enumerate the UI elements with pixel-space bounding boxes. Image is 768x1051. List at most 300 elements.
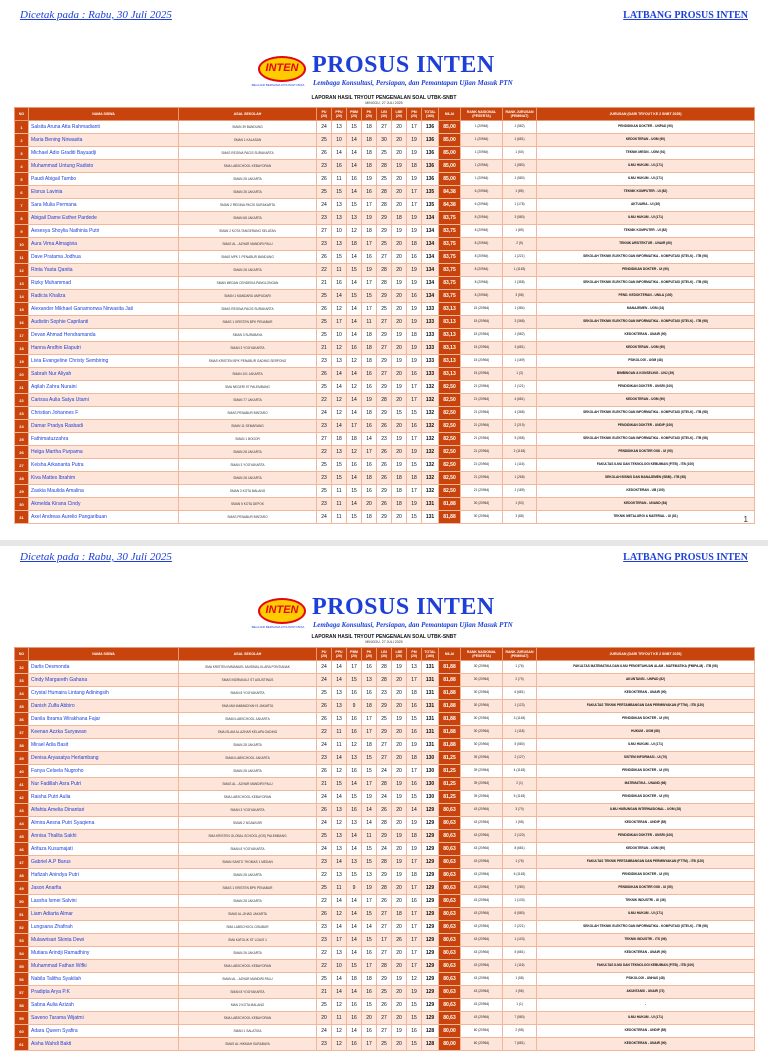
subtest-score: 28 — [377, 817, 392, 830]
major-rank: 1 (58) — [503, 973, 537, 986]
subtest-score: 18 — [407, 752, 422, 765]
total-score: 131 — [422, 700, 439, 713]
final-score: 80,00 — [439, 1038, 461, 1051]
brand-name-2: PROSUS INTEN — [312, 594, 495, 620]
final-score: 85,00 — [439, 173, 461, 186]
subtest-score: 14 — [347, 895, 362, 908]
subtest-score: 19 — [407, 134, 422, 147]
subtest-score: 15 — [362, 843, 377, 856]
school-name: SMAN 2 REGINA PACIS SURAKARTA — [179, 199, 317, 212]
total-score: 130 — [422, 791, 439, 804]
subtest-score: 16 — [407, 251, 422, 264]
table-row — [15, 160, 755, 173]
subtest-score: 19 — [407, 225, 422, 238]
subtest-score: 13 — [347, 817, 362, 830]
subtest-score: 28 — [377, 778, 392, 791]
subtest-score: 11 — [332, 485, 347, 498]
subtest-score: 13 — [362, 674, 377, 687]
subtest-score: 27 — [377, 1025, 392, 1038]
subtest-score: 11 — [332, 173, 347, 186]
total-score: 129 — [422, 895, 439, 908]
final-score: 81,25 — [439, 791, 461, 804]
final-score: 80,63 — [439, 830, 461, 843]
subtest-score: 17 — [407, 908, 422, 921]
school-name: SMAN 5 KOTA DEPOK — [179, 498, 317, 511]
subtest-score: 25 — [317, 381, 332, 394]
target-major: PENDIDIKAN DOKTER - UI (90) — [537, 869, 755, 882]
subtest-score: 14 — [347, 986, 362, 999]
subtest-score: 18 — [362, 134, 377, 147]
table-row — [15, 511, 755, 524]
subtest-score: 27 — [377, 739, 392, 752]
target-major: - — [537, 999, 755, 1012]
target-major: TEKNIK METALURGI & MATERIAL - UI (81) — [537, 511, 755, 524]
subtest-score: 19 — [362, 173, 377, 186]
subtest-score: 15 — [362, 999, 377, 1012]
subtest-score: 27 — [377, 908, 392, 921]
col-header-pm: PM (20) — [407, 648, 422, 661]
student-name: Gabriel A.P Barus — [29, 856, 179, 869]
row-number: 34 — [15, 687, 29, 700]
school-name: SMAN 39 BANDUNG — [179, 121, 317, 134]
subtest-score: 28 — [377, 394, 392, 407]
subtest-score: 13 — [332, 121, 347, 134]
target-major: PENDIDIKAN DOKTER - UI (90) — [537, 264, 755, 277]
school-name: SMA LABSCHOOL KEBAYORAN — [179, 791, 317, 804]
school-name: SMAN MEDAN CENDEKIA PANGLONGAN — [179, 277, 317, 290]
subtest-score: 15 — [347, 674, 362, 687]
total-score: 129 — [422, 999, 439, 1012]
subtest-score: 29 — [377, 973, 392, 986]
final-score: 83,13 — [439, 303, 461, 316]
total-score: 133 — [422, 316, 439, 329]
subtest-score: 26 — [377, 446, 392, 459]
student-name: Mulawrisari Skinta Dewi — [29, 934, 179, 947]
target-major: PSIKOLOGI - UGM (48) — [537, 355, 755, 368]
final-score: 82,50 — [439, 381, 461, 394]
school-name: SMAS PENABUR BINTARO — [179, 511, 317, 524]
student-name: Pradipta Arya P.K — [29, 986, 179, 999]
table-row — [15, 459, 755, 472]
table-row — [15, 368, 755, 381]
subtest-score: 26 — [317, 713, 332, 726]
total-score: 129 — [422, 817, 439, 830]
table-row — [15, 921, 755, 934]
subtest-score: 18 — [392, 498, 407, 511]
total-score: 132 — [422, 485, 439, 498]
target-major: SEKOLAH TEKNIK ELEKTRO DAN INFORMATIKA - KOMPUTASI (STEI-K) - ITB (98) — [537, 407, 755, 420]
national-rank: 15 (20964) — [461, 342, 503, 355]
total-score: 131 — [422, 687, 439, 700]
subtest-score: 14 — [332, 147, 347, 160]
subtest-score: 23 — [317, 934, 332, 947]
subtest-score: 16 — [362, 1025, 377, 1038]
major-rank: 7 (681) — [503, 1038, 537, 1051]
student-name: Liam Adiarta Almar — [29, 908, 179, 921]
page-header — [0, 0, 768, 28]
subtest-score: 11 — [362, 830, 377, 843]
subtest-score: 12 — [332, 765, 347, 778]
table-row — [15, 186, 755, 199]
row-number: 1 — [15, 121, 29, 134]
student-name: Aesesya Shoylia Nathinia Putri — [29, 225, 179, 238]
target-major: SEKOLAH TEKNIK ELEKTRO DAN INFORMATIKA - KOMPUTASI (STEI-K) - ITB (98) — [537, 921, 755, 934]
target-major: FAKULTAS ILMU DAN TEKNOLOGI KEBUMIAN (FITB) - ITB (100) — [537, 459, 755, 472]
final-score: 80,63 — [439, 960, 461, 973]
subtest-score: 14 — [347, 921, 362, 934]
national-rank: 15 (20964) — [461, 303, 503, 316]
row-number: 4 — [15, 160, 29, 173]
major-rank: 3 (70) — [503, 804, 537, 817]
school-name: SMAN 3 YOGYAKARTA — [179, 342, 317, 355]
row-number: 32 — [15, 661, 29, 674]
final-score: 80,63 — [439, 804, 461, 817]
subtest-score: 20 — [392, 121, 407, 134]
final-score: 83,13 — [439, 355, 461, 368]
national-rank: 21 (20964) — [461, 485, 503, 498]
student-name: Audistin Sophie Caprilanti — [29, 316, 179, 329]
subtest-score: 24 — [317, 674, 332, 687]
major-rank: 1 (681) — [503, 134, 537, 147]
subtest-score: 20 — [392, 134, 407, 147]
school-name: SMA ISLAM AL AZHAR KELAPA GADING — [179, 726, 317, 739]
subtest-score: 21 — [317, 986, 332, 999]
total-score: 130 — [422, 752, 439, 765]
subtest-score: 13 — [332, 804, 347, 817]
subtest-score: 15 — [407, 407, 422, 420]
subtest-score: 29 — [377, 700, 392, 713]
subtest-score: 20 — [392, 804, 407, 817]
subtest-score: 20 — [362, 498, 377, 511]
final-score: 80,63 — [439, 986, 461, 999]
subtest-score: 27 — [377, 368, 392, 381]
major-rank: 1 (3) — [503, 368, 537, 381]
total-score: 129 — [422, 934, 439, 947]
final-score: 80,63 — [439, 999, 461, 1012]
final-score: 82,50 — [439, 472, 461, 485]
subtest-score: 17 — [407, 947, 422, 960]
major-rank: 2 (5) — [503, 238, 537, 251]
row-number: 24 — [15, 420, 29, 433]
subtest-score: 25 — [317, 316, 332, 329]
subtest-score: 24 — [377, 843, 392, 856]
subtest-score: 17 — [347, 420, 362, 433]
school-name: SMAN AL - AZHAR MANDIRI PALU — [179, 973, 317, 986]
table-row — [15, 934, 755, 947]
subtest-score: 26 — [317, 251, 332, 264]
subtest-score: 14 — [332, 856, 347, 869]
subtest-score: 19 — [407, 264, 422, 277]
student-name: Nur Fadillah Asra Putri — [29, 778, 179, 791]
subtest-score: 19 — [392, 433, 407, 446]
subtest-score: 22 — [317, 446, 332, 459]
total-score: 136 — [422, 160, 439, 173]
table-row — [15, 882, 755, 895]
student-name: Aqilah Zahra Nuraini — [29, 381, 179, 394]
subtest-score: 18 — [407, 238, 422, 251]
subtest-score: 23 — [317, 472, 332, 485]
brand-header-2 — [0, 594, 768, 636]
major-rank: 5 (1163) — [503, 791, 537, 804]
major-rank: 3 (580) — [503, 212, 537, 225]
target-major: PENDIDIKAN DOKTER - UI (90) — [537, 791, 755, 804]
total-score: 132 — [422, 407, 439, 420]
subtest-score: 19 — [392, 830, 407, 843]
row-number: 41 — [15, 778, 29, 791]
subtest-score: 28 — [377, 264, 392, 277]
subtest-score: 19 — [392, 225, 407, 238]
brand-tagline-2: Lembaga Konsultasi, Persiapan, dan Pemantapan Ujian Masuk PTN — [313, 621, 513, 629]
national-rank: 15 (20964) — [461, 329, 503, 342]
national-rank: 1 (20964) — [461, 160, 503, 173]
target-major: KEDOKTERAN - UGM (90) — [537, 134, 755, 147]
national-rank: 30 (20964) — [461, 674, 503, 687]
printed-date-link-2[interactable]: Dicetak pada : Rabu, 30 Juli 2025 — [20, 551, 172, 563]
subtest-score: 16 — [347, 765, 362, 778]
subtest-score: 29 — [377, 225, 392, 238]
brand-link-2[interactable]: LATBANG PROSUS INTEN — [623, 552, 748, 563]
table-row — [15, 908, 755, 921]
total-score: 129 — [422, 973, 439, 986]
major-rank: 3 (88) — [503, 511, 537, 524]
target-major: FAKULTAS TEKNIK PERTAMBANGAN DAN PERMINYAKAN (FTTM) - ITB (120) — [537, 856, 755, 869]
row-number: 19 — [15, 355, 29, 368]
table-row — [15, 804, 755, 817]
school-name: SMAN 3 KOTA MALANG — [179, 485, 317, 498]
row-number: 43 — [15, 804, 29, 817]
subtest-score: 21 — [317, 778, 332, 791]
subtest-score: 10 — [332, 225, 347, 238]
subtest-score: 24 — [317, 661, 332, 674]
major-rank: 7 (280) — [503, 882, 537, 895]
subtest-score: 23 — [317, 498, 332, 511]
subtest-score: 17 — [362, 199, 377, 212]
final-score: 82,50 — [439, 394, 461, 407]
subtest-score: 12 — [407, 973, 422, 986]
student-name: Zaskia Maulida Amalina — [29, 485, 179, 498]
total-score: 132 — [422, 472, 439, 485]
total-score: 132 — [422, 381, 439, 394]
subtest-score: 29 — [377, 355, 392, 368]
subtest-score: 15 — [347, 960, 362, 973]
student-name: Abigail Dame Esther Pardede — [29, 212, 179, 225]
table-row — [15, 290, 755, 303]
subtest-score: 26 — [377, 999, 392, 1012]
col-header-name: NAMA SISWA — [29, 648, 179, 661]
subtest-score: 15 — [392, 407, 407, 420]
national-rank: 8 (20964) — [461, 277, 503, 290]
subtest-score: 19 — [362, 882, 377, 895]
subtest-score: 25 — [317, 882, 332, 895]
subtest-score: 18 — [392, 472, 407, 485]
student-name: Mirael Adia Basit — [29, 739, 179, 752]
subtest-score: 29 — [377, 830, 392, 843]
subtest-score: 14 — [347, 498, 362, 511]
subtest-score: 20 — [392, 316, 407, 329]
subtest-score: 16 — [362, 459, 377, 472]
subtest-score: 14 — [332, 752, 347, 765]
target-major: TEKNIK ARSITEKTUR - UNAIR (60) — [537, 238, 755, 251]
total-score: 133 — [422, 329, 439, 342]
total-score: 131 — [422, 661, 439, 674]
subtest-score: 18 — [407, 160, 422, 173]
school-name: SMA KRISTEN GLOBAL SCHOOL (IGS) PALEMBANG — [179, 830, 317, 843]
subtest-score: 14 — [347, 472, 362, 485]
subtest-score: 14 — [332, 420, 347, 433]
target-major: ILMU HUKUM - UI (171) — [537, 212, 755, 225]
row-number: 23 — [15, 407, 29, 420]
student-name: Sabrah Nur Aliyah — [29, 368, 179, 381]
subtest-score: 28 — [377, 856, 392, 869]
target-major: ILMU HUKUM - UI (171) — [537, 173, 755, 186]
major-rank: 2 (219) — [503, 420, 537, 433]
subtest-score: 19 — [392, 778, 407, 791]
school-name: SMAN 2 KOTA TANGERANG SELATAN — [179, 225, 317, 238]
subtest-score: 23 — [317, 1038, 332, 1051]
row-number: 27 — [15, 459, 29, 472]
final-score: 80,63 — [439, 973, 461, 986]
subtest-score: 26 — [317, 368, 332, 381]
national-rank: 43 (20964) — [461, 817, 503, 830]
subtest-score: 20 — [392, 765, 407, 778]
school-name: MAN 2 KOTA MALANG — [179, 999, 317, 1012]
subtest-score: 15 — [362, 856, 377, 869]
subtest-score: 14 — [347, 147, 362, 160]
subtest-score: 16 — [362, 947, 377, 960]
table-row — [15, 173, 755, 186]
table-row — [15, 498, 755, 511]
table-row — [15, 973, 755, 986]
subtest-score: 16 — [362, 251, 377, 264]
national-rank: 30 (20964) — [461, 700, 503, 713]
subtest-score: 20 — [392, 511, 407, 524]
subtest-score: 14 — [347, 947, 362, 960]
subtest-score: 14 — [332, 921, 347, 934]
row-number: 35 — [15, 700, 29, 713]
subtest-score: 20 — [392, 960, 407, 973]
school-name: SMAN 1 KALASAN — [179, 134, 317, 147]
student-name: Mutiara Arindji Ramadhiny — [29, 947, 179, 960]
subtest-score: 23 — [317, 212, 332, 225]
col-header-rank-major: RANK JURUSAN (PEMINAT) — [503, 108, 537, 121]
subtest-score: 25 — [317, 329, 332, 342]
final-score: 80,00 — [439, 1025, 461, 1038]
brand-link[interactable]: LATBANG PROSUS INTEN — [623, 10, 748, 21]
subtest-score: 28 — [377, 960, 392, 973]
row-number: 55 — [15, 960, 29, 973]
subtest-score: 20 — [392, 238, 407, 251]
table-row — [15, 199, 755, 212]
subtest-score: 17 — [407, 921, 422, 934]
target-major: PENDIDIKAN DOKTER - UNPAD (90) — [537, 121, 755, 134]
student-name: Muhammad Untung Radisto — [29, 160, 179, 173]
table-row — [15, 394, 755, 407]
col-header-pk: PK (20) — [362, 648, 377, 661]
subtest-score: 16 — [347, 713, 362, 726]
national-rank: 21 (20964) — [461, 472, 503, 485]
subtest-score: 14 — [347, 934, 362, 947]
major-rank: 5 (580) — [503, 739, 537, 752]
subtest-score: 13 — [347, 752, 362, 765]
final-score: 81,88 — [439, 674, 461, 687]
row-number: 44 — [15, 817, 29, 830]
target-major: MATEMATIKA - UNAND (66) — [537, 778, 755, 791]
major-rank: 5 (358) — [503, 433, 537, 446]
subtest-score: 23 — [317, 160, 332, 173]
subtest-score: 16 — [347, 804, 362, 817]
subtest-score: 16 — [407, 420, 422, 433]
subtest-score: 26 — [317, 147, 332, 160]
subtest-score: 29 — [377, 511, 392, 524]
subtest-score: 26 — [392, 934, 407, 947]
subtest-score: 17 — [377, 934, 392, 947]
student-name: Dave Pratama Jodhua — [29, 251, 179, 264]
target-major: ILMU HUBUNGAN INTERNASIONAL - UGM (28) — [537, 804, 755, 817]
national-rank: 30 (20964) — [461, 713, 503, 726]
subtest-score: 12 — [332, 303, 347, 316]
subtest-score: 22 — [317, 726, 332, 739]
school-name: SMAN 28 JAKARTA — [179, 264, 317, 277]
subtest-score: 11 — [332, 739, 347, 752]
total-score: 132 — [422, 433, 439, 446]
table-row — [15, 420, 755, 433]
school-name: SMAS KRISTEN BPK PENABUR GADING SERPONG — [179, 355, 317, 368]
col-header-major: JURUSAN (DARI TRYOUT KE 2 SNBT 2025) — [537, 108, 755, 121]
subtest-score: 29 — [377, 212, 392, 225]
total-score: 136 — [422, 147, 439, 160]
table-body-page-1 — [15, 121, 755, 524]
row-number: 28 — [15, 472, 29, 485]
student-name: Carissa Aulia Satya Utami — [29, 394, 179, 407]
subtest-score: 12 — [332, 999, 347, 1012]
subtest-score: 26 — [317, 765, 332, 778]
final-score: 82,50 — [439, 459, 461, 472]
student-name: Akmelda Kirana Cindy — [29, 498, 179, 511]
subtest-score: 19 — [407, 147, 422, 160]
subtest-score: 25 — [377, 173, 392, 186]
printed-date-link[interactable]: Dicetak pada : Rabu, 30 Juli 2025 — [20, 9, 172, 21]
table-row — [15, 830, 755, 843]
major-rank: 6 (681) — [503, 687, 537, 700]
final-score: 80,63 — [439, 843, 461, 856]
subtest-score: 14 — [347, 843, 362, 856]
subtest-score: 16 — [347, 999, 362, 1012]
col-header-school: ASAL SEKOLAH — [179, 108, 317, 121]
table-row — [15, 999, 755, 1012]
subtest-score: 14 — [347, 1025, 362, 1038]
subtest-score: 25 — [317, 687, 332, 700]
student-name: Alexander Mikhael Ganamonwa Nirwasita Jati — [29, 303, 179, 316]
national-rank: 60 (20964) — [461, 1025, 503, 1038]
subtest-score: 18 — [407, 830, 422, 843]
national-rank: 43 (20964) — [461, 830, 503, 843]
major-rank: 6 (1163) — [503, 869, 537, 882]
subtest-score: 18 — [362, 472, 377, 485]
subtest-score: 25 — [317, 459, 332, 472]
subtest-score: 19 — [407, 498, 422, 511]
subtest-score: 9 — [347, 700, 362, 713]
subtest-score: 16 — [407, 700, 422, 713]
subtest-score: 11 — [332, 511, 347, 524]
subtest-score: 23 — [317, 420, 332, 433]
subtest-score: 12 — [332, 342, 347, 355]
subtest-score: 29 — [377, 329, 392, 342]
subtest-score: 18 — [362, 342, 377, 355]
target-major: SISTEM INFORMASI - UI (70) — [537, 752, 755, 765]
school-name: SMAN 28 JAKARTA — [179, 869, 317, 882]
major-rank: 1 (582) — [503, 121, 537, 134]
row-number: 14 — [15, 290, 29, 303]
